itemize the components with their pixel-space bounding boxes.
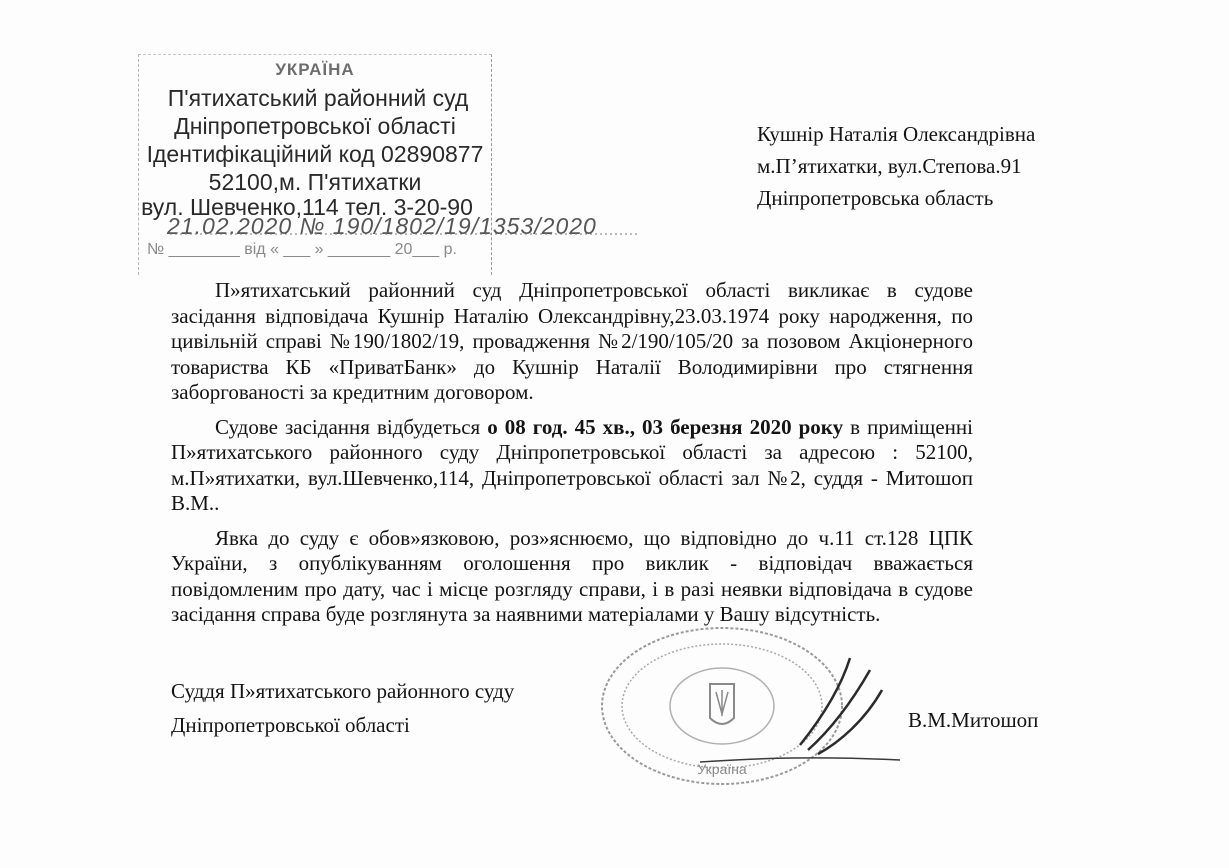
stamp-court-name: П'ятихатський районний суд (167, 85, 469, 111)
hearing-datetime: о 08 год. 45 хв., 03 березня 2020 року (487, 414, 844, 439)
svg-text:Україна: Україна (697, 761, 747, 777)
judge-title (171, 674, 514, 742)
judge-title-line1: Суддя П»ятихатського районного суду (171, 679, 515, 703)
judge-name: В.М.Митошоп (908, 708, 1039, 732)
hearing-location: в приміщенні П»ятихатського районного суду Дніпропетровської області за адресою : 52100, м.П»ятихатки, вул.Шевченко,114, Дніпропетровської області зал №2, суддя - Митошоп В.М.. (171, 414, 973, 515)
stamp-registration-date-line: № ________ від « ___ » _______ 20___ р. (147, 241, 457, 258)
stamp-region: Дніпропетровської області (174, 113, 456, 139)
judge-signature-icon (700, 650, 930, 770)
stamp-identification-code: Ідентифікаційний код 02890877 (146, 141, 484, 167)
handwritten-number-icon (170, 204, 650, 244)
addressee-region: Дніпропетровська область (757, 186, 994, 210)
paragraph-attendance-notice: Явка до суду є обов»язковою, роз»яснюємо, що відповідно до ч.11 ст.128 ЦПК України, з опублікуванням оголошення про виклик - відповідач вважається повідомленим про дату, час і місце розгляду справи, і в разі неявки відповідача в судове засідання справа буде розглянута за наявними матеріалами у Вашу відсутність. (171, 525, 973, 626)
summons-body (171, 278, 973, 628)
addressee-name: Кушнір Наталія Олександрівна (757, 122, 1036, 146)
paragraph-hearing-details (171, 415, 973, 517)
judge-title-line2: Дніпропетровської області (171, 713, 410, 737)
stamp-city: 52100,м. П'ятихатки (208, 169, 422, 195)
addressee-block (757, 118, 1035, 214)
hearing-intro: Судове засідання відбудеться (215, 414, 488, 439)
stamp-country: УКРАЇНА (275, 60, 355, 79)
paragraph-summons: П»ятихатський районний суд Дніпропетровської області викликає в судове засідання відповідача Кушнір Наталію Олександрівну,23.03.1974 року народження, по цивільній справі №190/1802/19, провадження №2/190/105/20 за позовом Акціонерного товариства КБ «ПриватБанк» до Кушнір Наталії Володимирівни про стягнення заборгованості за кредитним договором. (171, 278, 973, 404)
stamp-registration-number: 21.02.2020 № 190/1802/19/1353/2020 (167, 213, 597, 239)
addressee-address: м.П’ятихатки, вул.Степова.91 (757, 154, 1022, 178)
stamp-street: вул. Шевченко,114 тел. 3-20-90 (141, 194, 473, 220)
